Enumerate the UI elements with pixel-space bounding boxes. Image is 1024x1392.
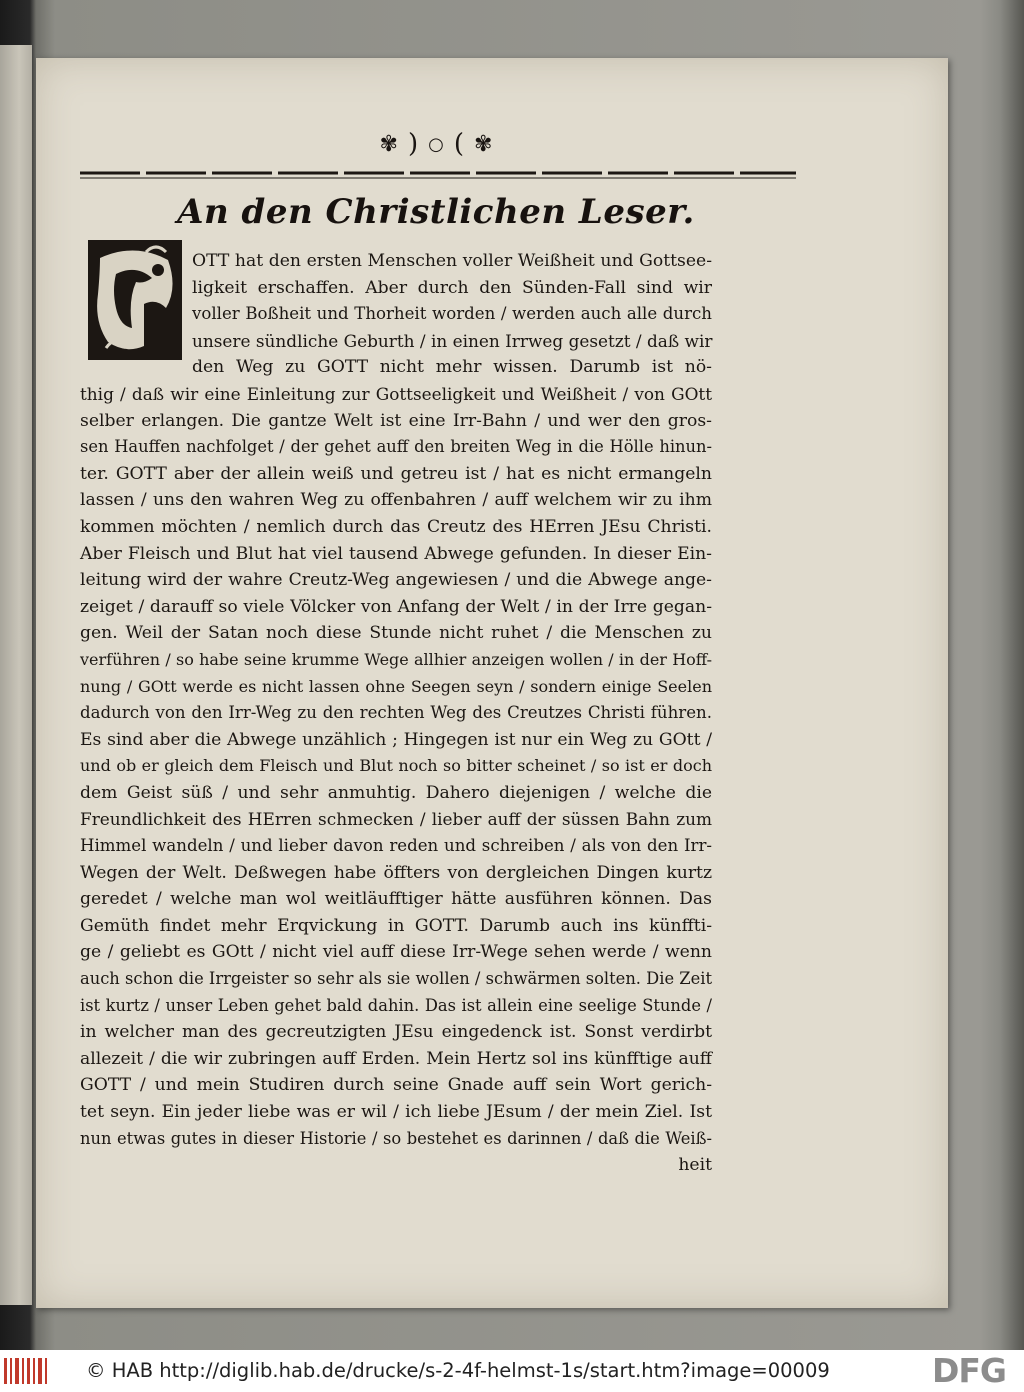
text-line: lassen / uns den wahren Weg zu offenbahren / auff welchem wir zu ihm bbox=[80, 490, 712, 511]
text-line: heit bbox=[678, 1155, 712, 1176]
flower-ornament-icon: ✾ bbox=[474, 131, 493, 157]
text-line: ge / geliebt es GOtt / nicht viel auff diese Irr-Wege sehen werde / wenn bbox=[80, 942, 712, 963]
text-line: Freundlichkeit des HErren schmecken / lieber auff der süssen Bahn zum bbox=[80, 809, 712, 830]
text-line: voller Boßheit und Thorheit worden / werden auch alle durch bbox=[192, 304, 712, 324]
ornament-bracket: ( bbox=[453, 129, 465, 159]
text-line: den Weg zu GOTT nicht mehr wissen. Darumb ist nö- bbox=[192, 357, 712, 378]
text-line: kommen möchten / nemlich durch das Creutz des HErren JEsu Christi. bbox=[80, 516, 712, 537]
dfg-logo: DFG bbox=[932, 1351, 1007, 1390]
copyright-url[interactable]: © HAB http://diglib.hab.de/drucke/s-2-4f-helmst-1s/start.htm?image=00009 bbox=[86, 1359, 830, 1382]
text-line: Es sind aber die Abwege unzählich ; Hingegen ist nur ein Weg zu GOtt / bbox=[80, 729, 712, 750]
text-line: ist kurtz / unser Leben gehet bald dahin. Das ist allein eine seelige Stunde / bbox=[80, 995, 712, 1015]
text-line: Wegen der Welt. Deßwegen habe öffters von dergleichen Dingen kurtz bbox=[80, 862, 712, 883]
text-line: verführen / so habe seine krumme Wege allhier anzeigen wollen / in der Hoff- bbox=[80, 649, 712, 669]
text-line: unsere sündliche Geburth / in einen Irrweg gesetzt / daß wir bbox=[192, 330, 713, 351]
text-line: nun etwas gutes in dieser Historie / so bestehet es darinnen / daß die Weiß- bbox=[80, 1128, 712, 1148]
text-line: sen Hauffen nachfolget / der gehet auff den breiten Weg in die Hölle hinun- bbox=[80, 437, 712, 457]
text-line: gen. Weil der Satan noch diese Stunde nicht ruhet / die Menschen zu bbox=[80, 623, 712, 644]
text-line: leitung wird der wahre Creutz-Weg angewiesen / und die Abwege ange- bbox=[80, 570, 712, 591]
text-line: Himmel wandeln / und lieber davon reden und schreiben / als von den Irr- bbox=[80, 836, 712, 856]
ornament-circle: ○ bbox=[428, 133, 444, 155]
text-line: und ob er gleich dem Fleisch und Blut noch so bitter scheinet / so ist er doch bbox=[80, 756, 712, 776]
barcode-icon bbox=[4, 1358, 48, 1384]
flower-ornament-icon: ✾ bbox=[379, 131, 398, 157]
document-page bbox=[36, 58, 948, 1308]
text-line: ter. GOTT aber der allein weiß und getreu ist / hat es nicht ermangeln bbox=[80, 463, 712, 484]
previous-page-edge bbox=[0, 45, 32, 1305]
text-line: ligkeit erschaffen. Aber durch den Sünden-Fall sind wir bbox=[192, 277, 712, 298]
ornament-bracket: ) bbox=[407, 129, 419, 159]
page-title: An den Christlichen Leser. bbox=[177, 192, 695, 232]
text-line: GOTT / und mein Studiren durch seine Gnade auff sein Wort gerich- bbox=[80, 1075, 712, 1096]
footer-bar bbox=[0, 1350, 1024, 1392]
text-line: allezeit / die wir zubringen auff Erden. Mein Hertz sol ins künfftige auff bbox=[80, 1048, 712, 1069]
text-line: thig / daß wir eine Einleitung zur Gottseeligkeit und Weißheit / von GOtt bbox=[80, 383, 712, 404]
text-line: geredet / welche man wol weitläufftiger hätte ausführen können. Das bbox=[80, 889, 712, 910]
body-text bbox=[80, 248, 712, 1179]
text-line: tet seyn. Ein jeder liebe was er wil / ich liebe JEsum / der mein Ziel. Ist bbox=[80, 1102, 712, 1122]
text-line: in welcher man des gecreutzigten JEsu eingedenck ist. Sonst verdirbt bbox=[80, 1022, 712, 1043]
header-ornament bbox=[336, 126, 536, 162]
header-rule bbox=[80, 170, 796, 180]
text-line: Gemüth findet mehr Erqvickung in GOTT. Darumb auch ins künffti- bbox=[80, 915, 712, 936]
text-line: dem Geist süß / und sehr anmuhtig. Dahero diejenigen / welche die bbox=[80, 782, 712, 803]
text-line: auch schon die Irrgeister so sehr als sie wollen / schwärmen solten. Die Zeit bbox=[80, 969, 712, 989]
text-line: selber erlangen. Die gantze Welt ist eine Irr-Bahn / und wer den gros- bbox=[80, 410, 712, 431]
text-line: zeiget / darauff so viele Völcker von Anfang der Welt / in der Irre gegan- bbox=[80, 596, 712, 617]
text-line: Aber Fleisch und Blut hat viel tausend Abwege gefunden. In dieser Ein- bbox=[80, 543, 712, 564]
text-line: nung / GOtt werde es nicht lassen ohne Seegen seyn / sondern einige Seelen bbox=[80, 676, 712, 696]
text-line: dadurch von den Irr-Weg zu den rechten Weg des Creutzes Christi führen. bbox=[80, 703, 712, 723]
text-line: OTT hat den ersten Menschen voller Weißheit und Gottsee- bbox=[192, 251, 712, 271]
